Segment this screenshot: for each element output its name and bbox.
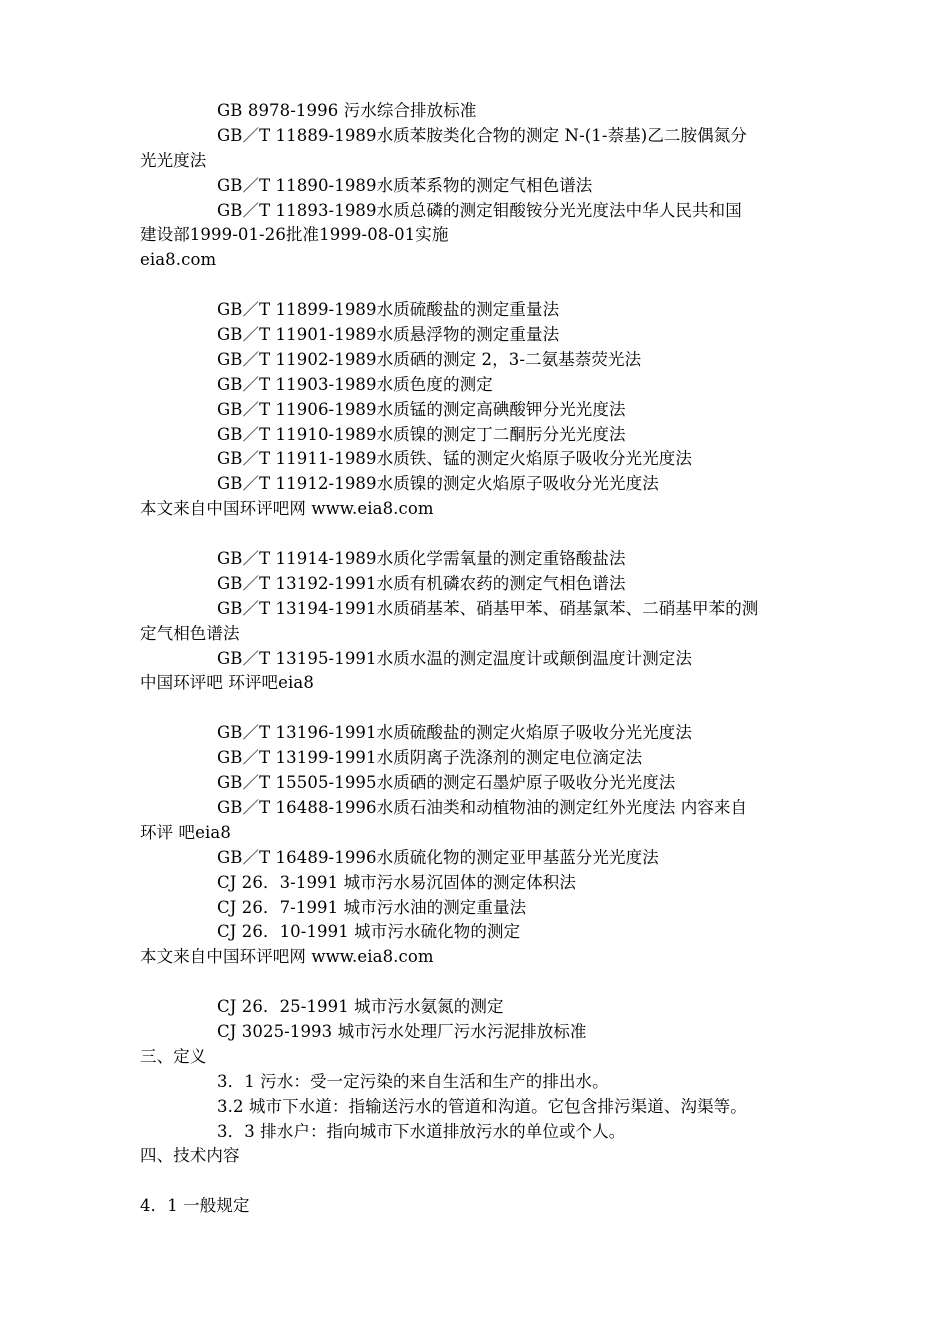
text-line: GB／T 13196-1991水质硫酸盐的测定火焰原子吸收分光光度法 <box>217 723 693 743</box>
text-line: GB／T 11912-1989水质镍的测定火焰原子吸收分光光度法 <box>217 474 659 494</box>
text-line: GB／T 13194-1991水质硝基苯、硝基甲苯、硝基氯苯、二硝基甲苯的测 <box>217 598 759 618</box>
text-line: 本文来自中国环评吧网 www.eia8.com <box>140 947 434 967</box>
text-line: GB／T 11914-1989水质化学需氧量的测定重铬酸盐法 <box>217 549 626 569</box>
text-line: GB／T 16489-1996水质硫化物的测定亚甲基蓝分光光度法 <box>217 847 659 867</box>
text-line: 四、技术内容 <box>140 1146 240 1166</box>
text-line: GB／T 11902-1989水质硒的测定 2，3-二氨基萘荧光法 <box>217 349 642 369</box>
blank-line <box>140 696 820 721</box>
text-line: GB／T 11899-1989水质硫酸盐的测定重量法 <box>217 300 560 320</box>
text-line: GB／T 16488-1996水质石油类和动植物油的测定红外光度法 内容来自 <box>217 797 748 817</box>
text-line: CJ 26．3-1991 城市污水易沉固体的测定体积法 <box>217 872 576 892</box>
document-page <box>140 99 820 1219</box>
text-line: 建设部1999-01-26批准1999-08-01实施 <box>140 225 449 245</box>
text-line: GB／T 11890-1989水质苯系物的测定气相色谱法 <box>217 175 593 195</box>
text-line: 定气相色谱法 <box>140 623 240 643</box>
blank-line <box>140 970 820 995</box>
text-line: GB 8978-1996 污水综合排放标准 <box>217 101 477 120</box>
text-line: GB／T 11910-1989水质镍的测定丁二酮肟分光光度法 <box>217 424 626 444</box>
text-line: GB／T 11893-1989水质总磷的测定钼酸铵分光光度法中华人民共和国 <box>217 200 742 220</box>
text-line: eia8.com <box>140 250 217 270</box>
text-line: CJ 26．7-1991 城市污水油的测定重量法 <box>217 897 527 917</box>
text-line: GB／T 11889-1989水质苯胺类化合物的测定 N-(1-萘基)乙二胺偶氮分 <box>217 125 747 145</box>
text-line: GB／T 11901-1989水质悬浮物的测定重量法 <box>217 325 560 345</box>
text-line: 光光度法 <box>140 150 207 170</box>
text-line: GB／T 11906-1989水质锰的测定高碘酸钾分光光度法 <box>217 399 626 419</box>
text-line: 环评 吧eia8 <box>140 822 231 842</box>
text-line: 3.2 城市下水道：指输送污水的管道和沟道。它包含排污渠道、沟渠等。 <box>217 1096 747 1116</box>
text-line: 本文来自中国环评吧网 www.eia8.com <box>140 499 434 519</box>
text-line: 4．1 一般规定 <box>140 1196 250 1216</box>
text-line: CJ 26．10-1991 城市污水硫化物的测定 <box>217 922 521 942</box>
text-line: 3．1 污水：受一定污染的来自生活和生产的排出水。 <box>217 1071 609 1091</box>
text-line: GB／T 15505-1995水质硒的测定石墨炉原子吸收分光光度法 <box>217 773 676 793</box>
text-line: GB／T 11903-1989水质色度的测定 <box>217 374 493 394</box>
text-line: CJ 3025-1993 城市污水处理厂污水污泥排放标准 <box>217 1021 587 1041</box>
blank-line <box>140 522 820 547</box>
text-line: GB／T 11911-1989水质铁、锰的测定火焰原子吸收分光光度法 <box>217 449 693 469</box>
text-line: GB／T 13192-1991水质有机磷农药的测定气相色谱法 <box>217 573 626 593</box>
text-line: 中国环评吧 环评吧eia8 <box>140 673 314 693</box>
blank-line <box>140 1169 820 1194</box>
text-line: CJ 26．25-1991 城市污水氨氮的测定 <box>217 997 504 1017</box>
text-line: GB／T 13195-1991水质水温的测定温度计或颠倒温度计测定法 <box>217 648 693 668</box>
text-line: 3．3 排水户：指向城市下水道排放污水的单位或个人。 <box>217 1121 626 1141</box>
text-line: 三、定义 <box>140 1046 207 1066</box>
blank-line <box>140 273 820 298</box>
text-line: GB／T 13199-1991水质阴离子洗涤剂的测定电位滴定法 <box>217 748 643 768</box>
